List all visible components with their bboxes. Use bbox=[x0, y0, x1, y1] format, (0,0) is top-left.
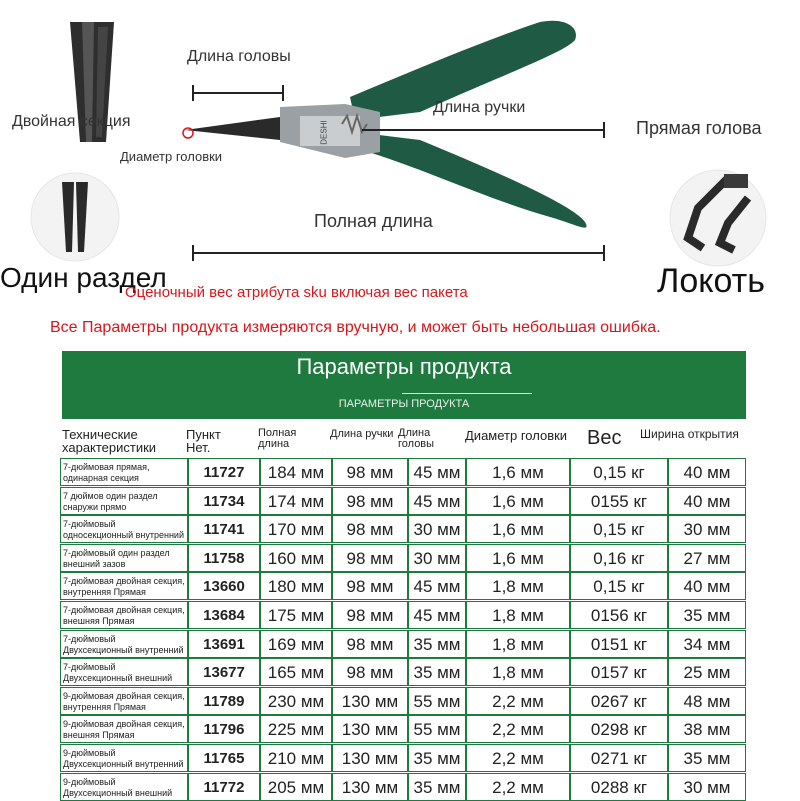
cell-total-length: 210 мм bbox=[260, 744, 332, 772]
cell-head-length: 45 мм bbox=[408, 487, 466, 515]
cell-spec: 7-дюймовый один раздел внешний зазов bbox=[60, 544, 188, 572]
cell-handle-length: 130 мм bbox=[332, 773, 408, 801]
cell-item: 13660 bbox=[188, 572, 260, 600]
cell-item: 11765 bbox=[188, 744, 260, 772]
head-length-line bbox=[192, 92, 284, 94]
cell-weight: 0,16 кг bbox=[570, 544, 668, 572]
cell-spec: 9-дюймовый Двухсекционный внешний bbox=[60, 773, 188, 801]
cell-tip-diameter: 2,2 мм bbox=[466, 744, 570, 772]
cell-spec: 9-дюймовый Двухсекционный внутренний bbox=[60, 744, 188, 772]
header-head-length: Длина головы bbox=[398, 427, 435, 450]
double-section-tip-photo bbox=[62, 22, 122, 162]
header-item: Пункт Нет. bbox=[186, 427, 221, 455]
cell-total-length: 180 мм bbox=[260, 572, 332, 600]
cell-open-width: 35 мм bbox=[668, 744, 746, 772]
cell-item: 13677 bbox=[188, 658, 260, 686]
table-row bbox=[60, 544, 746, 572]
cell-head-length: 35 мм bbox=[408, 658, 466, 686]
cell-head-length: 45 мм bbox=[408, 601, 466, 629]
banner-title: Параметры продукта bbox=[296, 354, 512, 379]
header-total-length: Полная длина bbox=[258, 427, 297, 450]
cell-item: 11741 bbox=[188, 515, 260, 543]
cell-handle-length: 98 мм bbox=[332, 572, 408, 600]
cell-tip-diameter: 1,8 мм bbox=[466, 572, 570, 600]
cell-item: 11727 bbox=[188, 458, 260, 486]
header-weight: Вес bbox=[587, 427, 622, 449]
cell-tip-diameter: 2,2 мм bbox=[466, 715, 570, 743]
table-row bbox=[60, 601, 746, 629]
handle-length-line bbox=[362, 129, 604, 131]
cell-handle-length: 130 мм bbox=[332, 687, 408, 715]
table-row bbox=[60, 744, 746, 772]
handle-length-label: Длина ручки bbox=[433, 99, 526, 116]
cell-total-length: 169 мм bbox=[260, 630, 332, 658]
measure-note: Все Параметры продукта измеряются вручную, и может быть небольшая ошибка. bbox=[50, 319, 661, 336]
cell-open-width: 40 мм bbox=[668, 572, 746, 600]
cell-open-width: 34 мм bbox=[668, 630, 746, 658]
brand-mark: DESHI bbox=[319, 120, 329, 145]
cell-handle-length: 98 мм bbox=[332, 601, 408, 629]
cell-tip-diameter: 1,8 мм bbox=[466, 658, 570, 686]
cell-weight: 0271 кг bbox=[570, 744, 668, 772]
cell-total-length: 170 мм bbox=[260, 515, 332, 543]
table-header-row bbox=[60, 428, 746, 456]
total-length-label: Полная длина bbox=[314, 211, 433, 231]
double-section-label: Двойная секция bbox=[12, 113, 131, 130]
cell-weight: 0288 кг bbox=[570, 773, 668, 801]
cell-total-length: 175 мм bbox=[260, 601, 332, 629]
cell-spec: 9-дюймовая двойная секция, внешняя Прямая bbox=[60, 715, 188, 743]
cell-weight: 0155 кг bbox=[570, 487, 668, 515]
cell-tip-diameter: 1,8 мм bbox=[466, 601, 570, 629]
cell-weight: 0151 кг bbox=[570, 630, 668, 658]
cell-spec: 7-дюймовый Двухсекционный внешний bbox=[60, 658, 188, 686]
single-section-label: Один раздел bbox=[0, 262, 167, 293]
cell-head-length: 35 мм bbox=[408, 630, 466, 658]
cell-open-width: 35 мм bbox=[668, 601, 746, 629]
table-row bbox=[60, 687, 746, 715]
cell-total-length: 225 мм bbox=[260, 715, 332, 743]
cell-tip-diameter: 2,2 мм bbox=[466, 687, 570, 715]
cell-head-length: 30 мм bbox=[408, 515, 466, 543]
cell-head-length: 45 мм bbox=[408, 572, 466, 600]
cell-spec: 7-дюймовая прямая, одинарная секция bbox=[60, 458, 188, 486]
straight-head-label: Прямая голова bbox=[636, 118, 762, 138]
cell-spec: 7-дюймовый односекционный внутренний bbox=[60, 515, 188, 543]
header-tip-diameter: Диаметр головки bbox=[465, 428, 568, 443]
cell-handle-length: 130 мм bbox=[332, 715, 408, 743]
cell-open-width: 38 мм bbox=[668, 715, 746, 743]
table-row bbox=[60, 487, 746, 515]
cell-head-length: 35 мм bbox=[408, 773, 466, 801]
weight-note: Оценочный вес атрибута sku включая вес пакета bbox=[125, 284, 468, 301]
table-row bbox=[60, 458, 746, 486]
table-row bbox=[60, 572, 746, 600]
cell-handle-length: 98 мм bbox=[332, 630, 408, 658]
cell-head-length: 55 мм bbox=[408, 687, 466, 715]
header-handle-length: Длина ручки bbox=[330, 428, 394, 440]
cell-weight: 0156 кг bbox=[570, 601, 668, 629]
cell-total-length: 230 мм bbox=[260, 687, 332, 715]
cell-total-length: 174 мм bbox=[260, 487, 332, 515]
cell-weight: 0,15 кг bbox=[570, 572, 668, 600]
elbow-label: Локоть bbox=[657, 262, 765, 300]
total-length-line bbox=[192, 252, 605, 254]
cell-tip-diameter: 1,6 мм bbox=[466, 487, 570, 515]
cell-spec: 7 дюймов один раздел снаружи прямо bbox=[60, 487, 188, 515]
cell-weight: 0,15 кг bbox=[570, 458, 668, 486]
cell-handle-length: 98 мм bbox=[332, 515, 408, 543]
cell-open-width: 40 мм bbox=[668, 458, 746, 486]
cell-spec: 7-дюймовый Двухсекционный внутренний bbox=[60, 630, 188, 658]
cell-item: 13684 bbox=[188, 601, 260, 629]
cell-handle-length: 98 мм bbox=[332, 544, 408, 572]
cell-weight: 0267 кг bbox=[570, 687, 668, 715]
cell-handle-length: 130 мм bbox=[332, 744, 408, 772]
cell-weight: 0157 кг bbox=[570, 658, 668, 686]
header-open-width: Ширина открытия bbox=[640, 427, 739, 441]
header-spec: Технические характеристики bbox=[62, 427, 157, 455]
cell-item: 13691 bbox=[188, 630, 260, 658]
table-row bbox=[60, 515, 746, 543]
cell-open-width: 27 мм bbox=[668, 544, 746, 572]
parameters-banner bbox=[62, 351, 746, 419]
cell-open-width: 30 мм bbox=[668, 515, 746, 543]
cell-head-length: 45 мм bbox=[408, 458, 466, 486]
cell-spec: 7-дюймовая двойная секция, внешняя Прямая bbox=[60, 601, 188, 629]
cell-weight: 0298 кг bbox=[570, 715, 668, 743]
single-section-tip-photo bbox=[30, 172, 120, 262]
cell-open-width: 48 мм bbox=[668, 687, 746, 715]
table-row bbox=[60, 630, 746, 658]
cell-tip-diameter: 1,6 мм bbox=[466, 458, 570, 486]
cell-handle-length: 98 мм bbox=[332, 487, 408, 515]
banner-divider bbox=[402, 393, 532, 394]
cell-head-length: 35 мм bbox=[408, 744, 466, 772]
cell-tip-diameter: 1,8 мм bbox=[466, 630, 570, 658]
elbow-tip-photo bbox=[668, 168, 768, 268]
head-length-label: Длина головы bbox=[187, 48, 291, 65]
cell-handle-length: 98 мм bbox=[332, 658, 408, 686]
cell-total-length: 160 мм bbox=[260, 544, 332, 572]
cell-open-width: 40 мм bbox=[668, 487, 746, 515]
cell-tip-diameter: 2,2 мм bbox=[466, 773, 570, 801]
cell-item: 11734 bbox=[188, 487, 260, 515]
cell-tip-diameter: 1,6 мм bbox=[466, 515, 570, 543]
cell-item: 11758 bbox=[188, 544, 260, 572]
cell-weight: 0,15 кг bbox=[570, 515, 668, 543]
cell-total-length: 205 мм bbox=[260, 773, 332, 801]
cell-item: 11789 bbox=[188, 687, 260, 715]
cell-spec: 9-дюймовая двойная секция, внутренняя Прямая bbox=[60, 687, 188, 715]
banner-subtitle: ПАРАМЕТРЫ ПРОДУКТА bbox=[338, 398, 470, 410]
cell-spec: 7-дюймовая двойная секция, внутренняя Прямая bbox=[60, 572, 188, 600]
cell-total-length: 165 мм bbox=[260, 658, 332, 686]
cell-handle-length: 98 мм bbox=[332, 458, 408, 486]
cell-item: 11796 bbox=[188, 715, 260, 743]
cell-head-length: 30 мм bbox=[408, 544, 466, 572]
cell-open-width: 25 мм bbox=[668, 658, 746, 686]
table-row bbox=[60, 658, 746, 686]
cell-open-width: 30 мм bbox=[668, 773, 746, 801]
table-row bbox=[60, 715, 746, 743]
circlip-pliers-photo bbox=[180, 12, 600, 242]
cell-tip-diameter: 1,6 мм bbox=[466, 544, 570, 572]
table-row bbox=[60, 773, 746, 801]
cell-item: 11772 bbox=[188, 773, 260, 801]
cell-total-length: 184 мм bbox=[260, 458, 332, 486]
cell-head-length: 55 мм bbox=[408, 715, 466, 743]
tip-diameter-label: Диаметр головки bbox=[120, 149, 223, 164]
